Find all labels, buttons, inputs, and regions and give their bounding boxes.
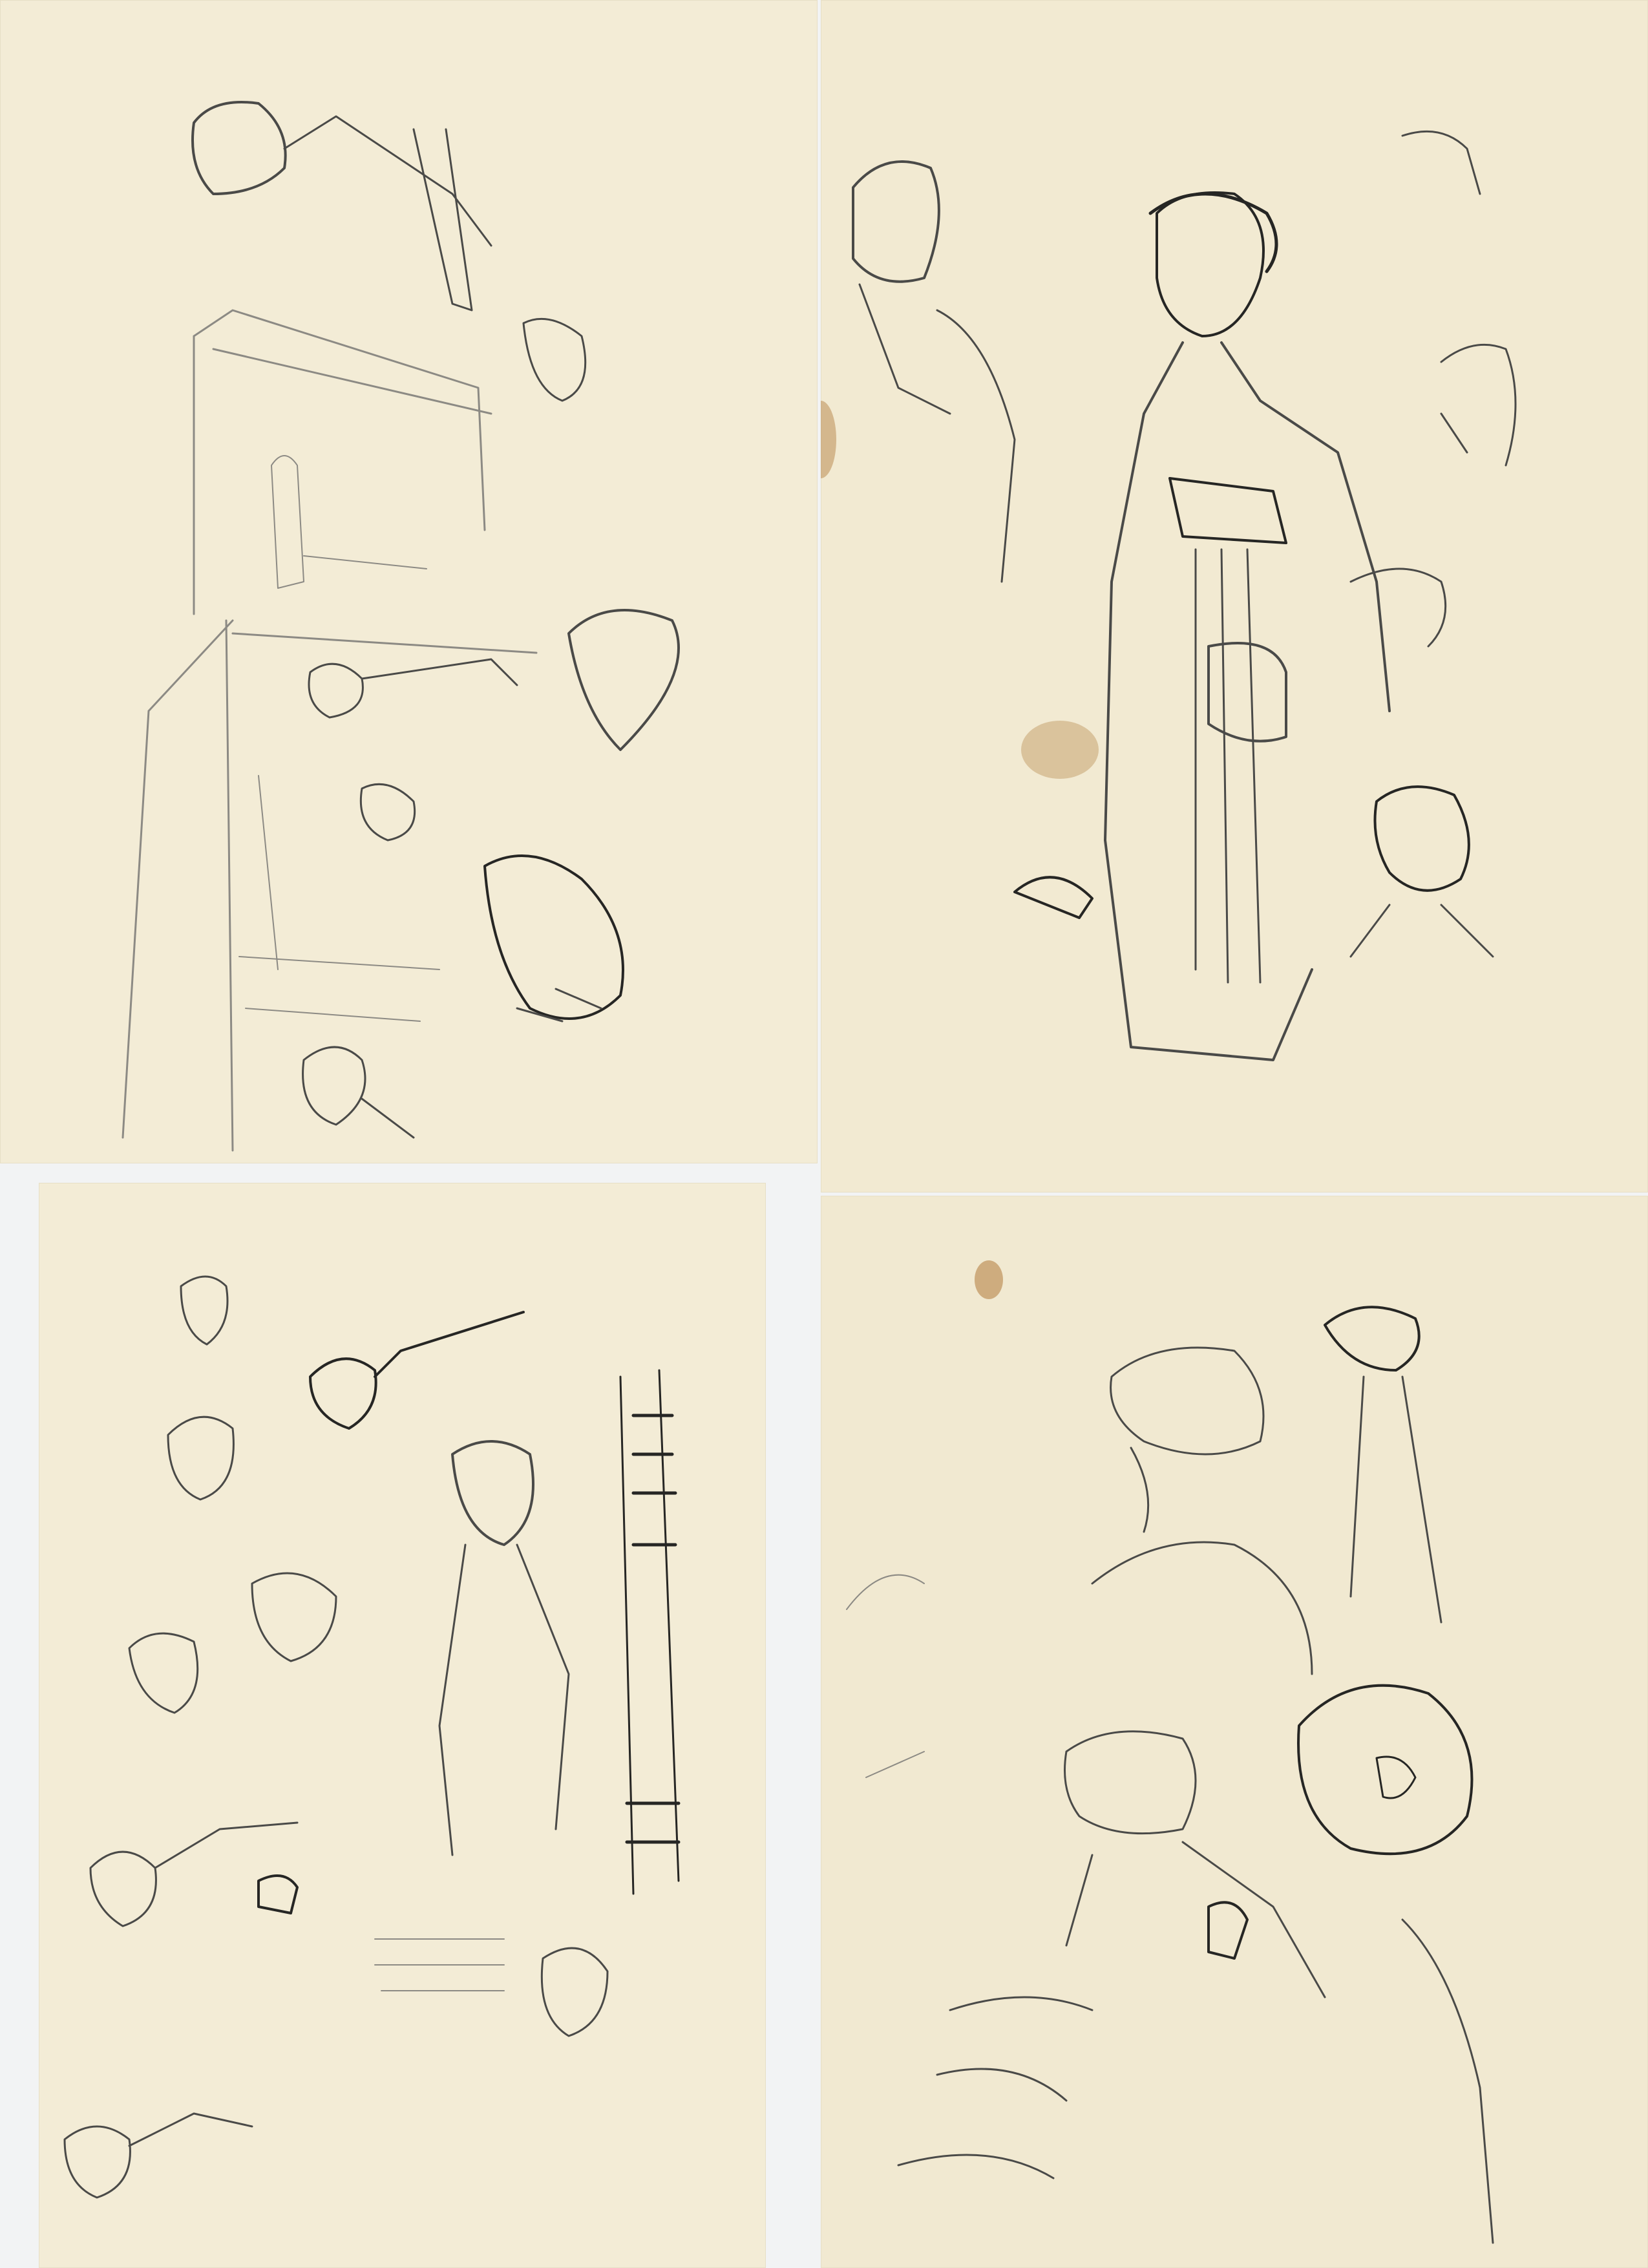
standing-woman-drawing	[821, 0, 1648, 1192]
market-stall-drawing	[0, 0, 818, 1163]
paper-stain	[975, 1260, 1003, 1299]
sketch-sheet-market-stall	[0, 0, 818, 1163]
seated-women-drawing	[821, 1196, 1648, 2268]
paper-stain	[1021, 721, 1099, 779]
sketch-sheet-seated-women	[821, 1196, 1648, 2268]
bonnet-studies-drawing	[39, 1183, 766, 2268]
sketch-sheet-standing-woman	[821, 0, 1648, 1192]
sketch-sheet-bonnet-studies	[39, 1183, 766, 2268]
